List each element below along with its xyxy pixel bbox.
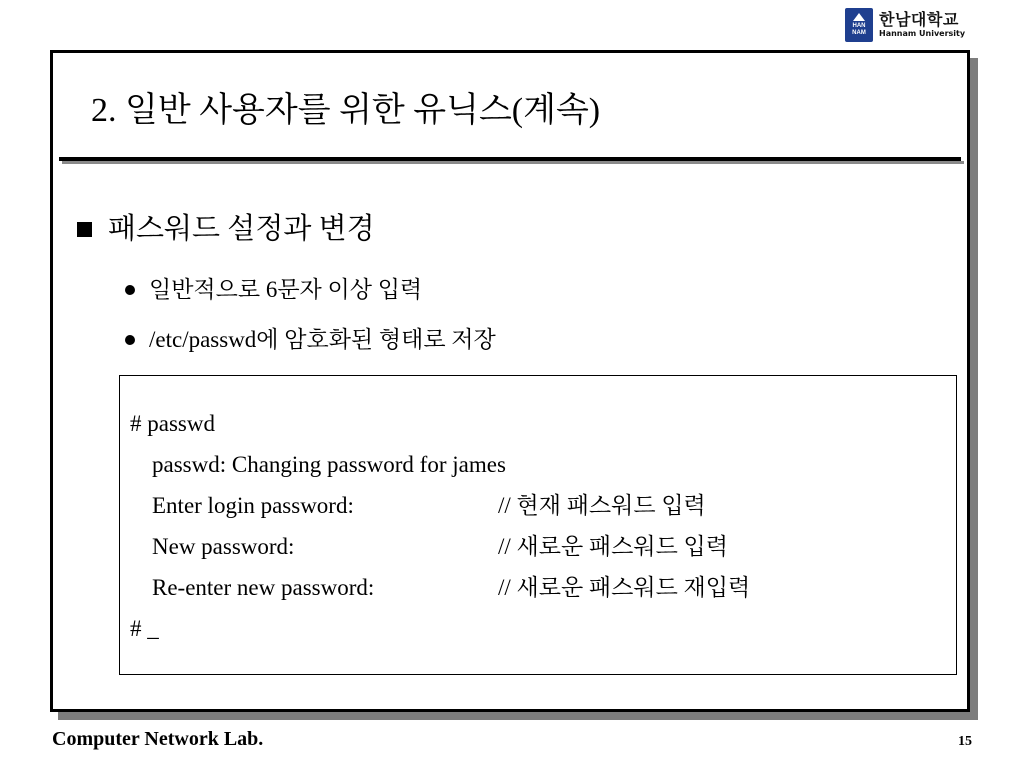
main-bullet-text: 패스워드 설정과 변경 — [108, 213, 375, 245]
main-bullet — [75, 211, 375, 247]
slide-frame — [50, 50, 970, 712]
code-comment-reenter: // 새로운 패스워드 재입력 — [498, 575, 751, 600]
title-rule — [59, 157, 961, 161]
university-emblem-icon — [845, 8, 873, 42]
code-line-enter-login: Enter login password: — [152, 493, 354, 518]
code-comment-new: // 새로운 패스워드 입력 — [498, 534, 728, 559]
logo-text — [879, 11, 965, 39]
code-line-changing: passwd: Changing password for james — [152, 452, 506, 477]
code-line-reenter: Re-enter new password: — [152, 575, 375, 600]
sub-bullet-1 — [125, 275, 422, 305]
round-bullet-icon — [125, 335, 135, 345]
code-line-prompt: # passwd — [130, 411, 215, 436]
emblem-text: HAN NAM — [852, 23, 866, 36]
code-line-new-password: New password: — [152, 534, 295, 559]
code-comment-current: // 현재 패스워드 입력 — [498, 493, 706, 518]
footer-lab-name: Computer Network Lab. — [52, 728, 264, 750]
sub-bullet-text: 일반적으로 6문자 이상 입력 — [149, 277, 423, 302]
sub-bullet-text: /etc/passwd에 암호화된 형태로 저장 — [149, 327, 496, 352]
page-number: 15 — [958, 734, 972, 749]
university-logo — [845, 6, 985, 44]
round-bullet-icon — [125, 285, 135, 295]
logo-name-korean: 한남대학교 — [879, 10, 959, 29]
logo-name-english: Hannam University — [879, 29, 966, 38]
code-line-cursor: # _ — [130, 616, 159, 641]
crest-shape — [853, 13, 865, 21]
title-rule-shadow — [62, 161, 964, 164]
sub-bullet-2 — [125, 325, 496, 355]
slide-title: 2. 일반 사용자를 위한 유닉스(계속) — [91, 92, 601, 129]
terminal-example-box — [119, 375, 957, 675]
square-bullet-icon — [77, 222, 92, 237]
